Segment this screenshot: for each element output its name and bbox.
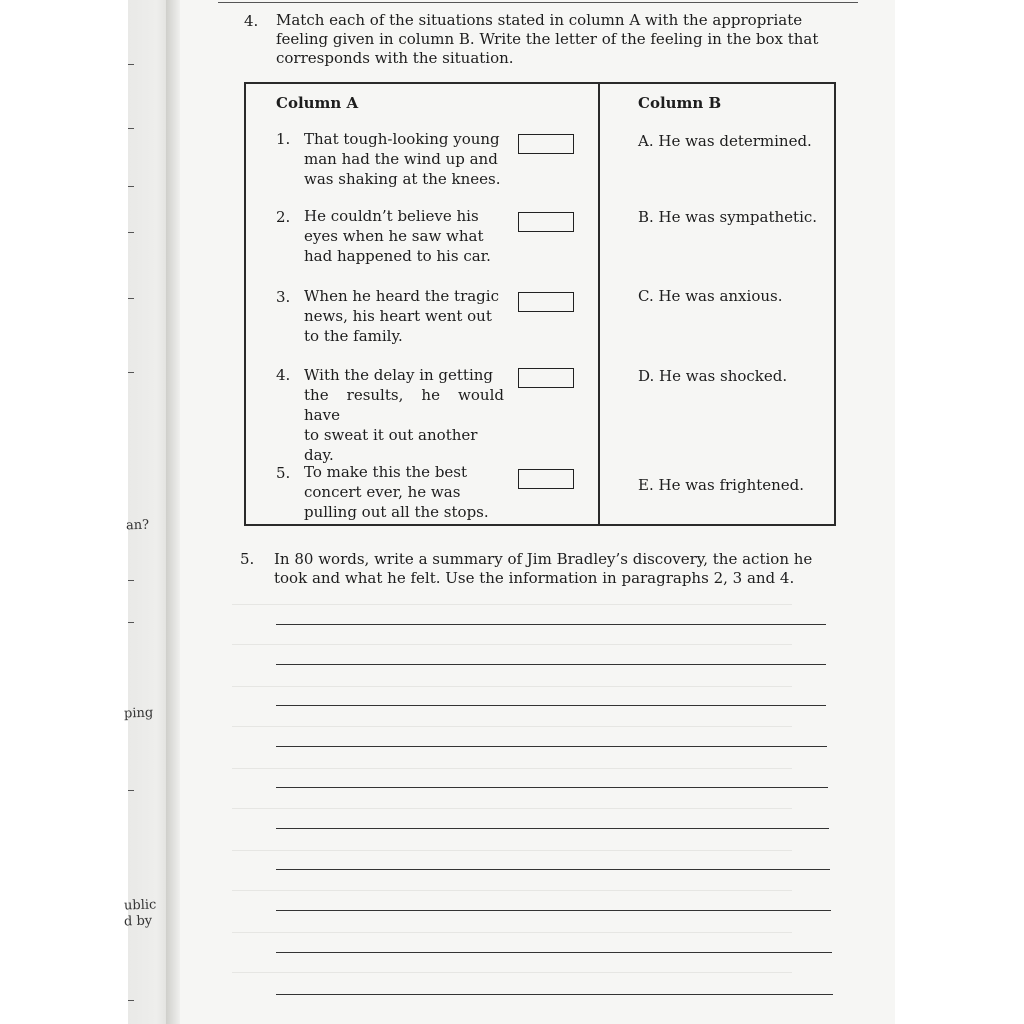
answer-box-2[interactable] — [518, 212, 574, 232]
situation-line: That tough-looking young — [304, 130, 500, 148]
question-4-line: feeling given in column B. Write the letter of the feeling in the box that — [276, 30, 819, 48]
answer-line[interactable] — [276, 664, 826, 665]
answer-line[interactable] — [276, 746, 827, 747]
situation-text — [304, 129, 504, 189]
situation-line: With the delay in getting — [304, 366, 494, 384]
margin-fragment: an? — [125, 517, 150, 534]
feeling-e: E. He was frightened. — [638, 476, 805, 494]
situation-line: To make this the best — [304, 463, 468, 481]
background-left — [0, 0, 128, 1024]
margin-fragment: d by — [123, 913, 153, 930]
workbook-page — [180, 0, 895, 1024]
situation-line: He couldn’t believe his — [304, 207, 479, 225]
question-5-line: In 80 words, write a summary of Jim Bradley’s discovery, the action he — [274, 550, 813, 568]
top-rule — [218, 2, 858, 3]
column-a-header: Column A — [276, 94, 359, 112]
question-4-line: Match each of the situations stated in column A with the appropriate — [276, 11, 803, 29]
situation-line: When he heard the tragic — [304, 287, 499, 305]
page-gutter — [166, 0, 180, 1024]
feeling-a: A. He was determined. — [638, 132, 812, 150]
answer-line[interactable] — [276, 910, 831, 911]
answer-line[interactable] — [276, 952, 832, 953]
row-number: 3. — [276, 288, 291, 306]
row-number: 5. — [276, 464, 291, 482]
feeling-d: D. He was shocked. — [638, 367, 788, 385]
situation-line: pulling out all the stops. — [304, 503, 489, 521]
answer-line[interactable] — [276, 828, 829, 829]
question-5-line: took and what he felt. Use the information in paragraphs 2, 3 and 4. — [274, 569, 795, 587]
matching-table — [244, 82, 836, 526]
answer-line[interactable] — [276, 787, 828, 788]
column-divider — [598, 84, 600, 524]
answer-box-3[interactable] — [518, 292, 574, 312]
answer-box-4[interactable] — [518, 368, 574, 388]
situation-text — [304, 365, 504, 465]
answer-line[interactable] — [276, 994, 833, 995]
situation-line: day. — [304, 446, 334, 464]
situation-text — [304, 462, 504, 522]
situation-line: news, his heart went out — [304, 307, 492, 325]
row-number: 1. — [276, 130, 291, 148]
question-4-number: 4. — [244, 12, 259, 30]
answer-line[interactable] — [276, 705, 826, 706]
situation-text — [304, 286, 504, 346]
question-4-text — [276, 11, 834, 68]
answer-box-1[interactable] — [518, 134, 574, 154]
situation-line: to sweat it out another — [304, 426, 478, 444]
row-number: 2. — [276, 208, 291, 226]
question-4-line: corresponds with the situation. — [276, 49, 514, 67]
feeling-c: C. He was anxious. — [638, 287, 783, 305]
background-right — [895, 0, 1024, 1024]
answer-line[interactable] — [276, 624, 826, 625]
situation-line: was shaking at the knees. — [304, 170, 501, 188]
row-number: 4. — [276, 366, 291, 384]
margin-fragment: ublic — [123, 897, 157, 914]
margin-fragment: ping — [123, 705, 154, 722]
feeling-b: B. He was sympathetic. — [638, 208, 818, 226]
situation-text — [304, 206, 504, 266]
situation-line: the results, he would have — [304, 386, 504, 424]
situation-line: man had the wind up and — [304, 150, 498, 168]
question-5-text — [274, 550, 854, 588]
situation-line: eyes when he saw what — [304, 227, 484, 245]
column-b-header: Column B — [638, 94, 722, 112]
situation-line: concert ever, he was — [304, 483, 461, 501]
situation-line: to the family. — [304, 327, 403, 345]
answer-box-5[interactable] — [518, 469, 574, 489]
answer-line[interactable] — [276, 869, 830, 870]
question-5-number: 5. — [240, 550, 255, 568]
situation-line: had happened to his car. — [304, 247, 491, 265]
